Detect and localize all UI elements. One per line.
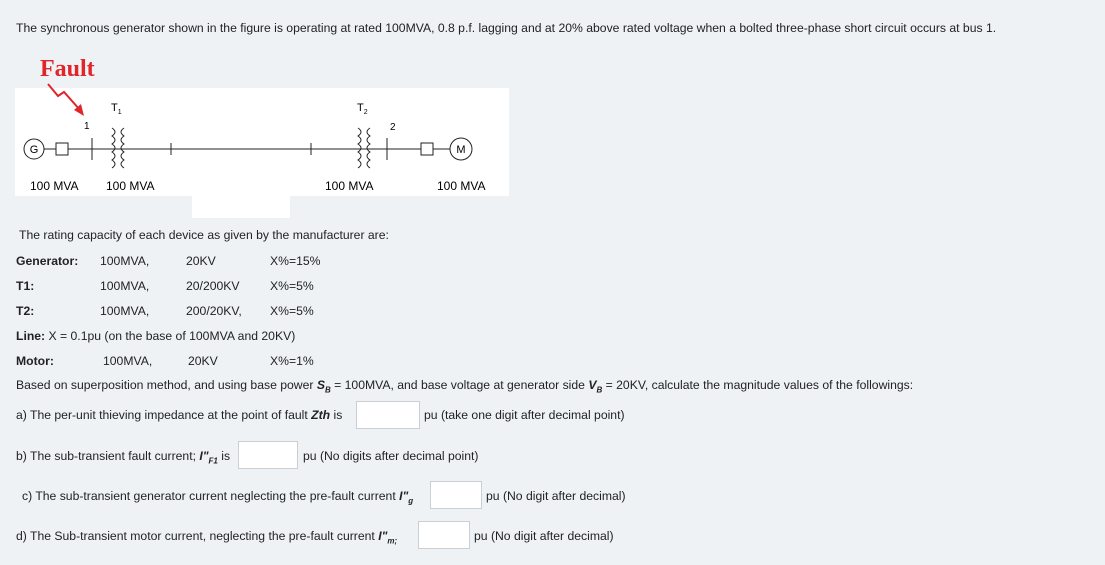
t1-primary-winding bbox=[112, 128, 115, 168]
fault-label: Fault bbox=[40, 56, 95, 82]
part-c-unit: pu (No digit after decimal) bbox=[486, 489, 626, 503]
t2-rating: 100 MVA bbox=[325, 179, 374, 193]
t1-label: $T_1$ bbox=[111, 102, 122, 116]
generator-breaker bbox=[56, 143, 68, 155]
motor-row-label: Motor: bbox=[16, 354, 54, 368]
one-line-diagram-svg bbox=[0, 0, 520, 200]
line-label: Line: bbox=[16, 329, 46, 343]
generator-mva: 100MVA, bbox=[100, 254, 150, 268]
motor-symbol: M bbox=[456, 144, 466, 156]
part-a-answer-input[interactable] bbox=[356, 401, 420, 429]
part-a-unit: pu (take one digit after decimal point) bbox=[424, 408, 625, 422]
motor-breaker bbox=[421, 143, 433, 155]
part-b-text: b) The sub-transient fault current; $I"_{F1}$ is bbox=[16, 449, 231, 466]
t2-mva: 100MVA, bbox=[100, 304, 150, 318]
t2-x: X%=5% bbox=[270, 304, 314, 318]
t1-secondary-winding bbox=[121, 128, 124, 168]
generator-label: Generator: bbox=[16, 254, 79, 268]
generator-x: X%=15% bbox=[270, 254, 321, 268]
question-intro: The synchronous generator shown in the figure is operating at rated 100MVA, 0.8 p.f. lagging and at 20% above rated voltage when a bolted three-phase short circuit occurs at bus 1. bbox=[16, 21, 997, 35]
line-row bbox=[16, 329, 295, 343]
motor-mva: 100MVA, bbox=[103, 354, 153, 368]
t1-kv: 20/200KV bbox=[186, 279, 240, 293]
generator-symbol: G bbox=[29, 144, 39, 156]
gen-rating: 100 MVA bbox=[30, 179, 79, 193]
t2-secondary-winding bbox=[367, 128, 370, 168]
part-a-text: a) The per-unit thieving impedance at the point of fault Zth is bbox=[16, 408, 343, 422]
part-d-unit: pu (No digit after decimal) bbox=[474, 529, 614, 543]
generator-kv: 20KV bbox=[186, 254, 216, 268]
part-c-text: c) The sub-transient generator current neglecting the pre-fault current $I"_g$ bbox=[22, 489, 414, 506]
motor-rating: 100 MVA bbox=[437, 179, 486, 193]
t2-primary-winding bbox=[358, 128, 361, 168]
ratings-heading: The rating capacity of each device as given by the manufacturer are: bbox=[19, 228, 389, 242]
part-b-unit: pu (No digits after decimal point) bbox=[303, 449, 479, 463]
t1-row-label: T1: bbox=[16, 279, 35, 293]
part-d-answer-input[interactable] bbox=[418, 521, 470, 549]
motor-kv: 20KV bbox=[188, 354, 218, 368]
instructions: Based on superposition method, and using base power $S_B = 100MVA$, and base voltage at generator side $V_B = 20KV$, calculate the magnitude values of the followings: bbox=[16, 378, 914, 395]
part-c-answer-input[interactable] bbox=[430, 481, 482, 509]
t1-x: X%=5% bbox=[270, 279, 314, 293]
fault-arrow bbox=[48, 84, 80, 110]
bus-2-label: 2 bbox=[390, 122, 396, 133]
part-d-text: d) The Sub-transient motor current, neglecting the pre-fault current $I"_{m;}$ bbox=[16, 529, 398, 546]
part-b-answer-input[interactable] bbox=[238, 441, 298, 469]
t1-mva: 100MVA, bbox=[100, 279, 150, 293]
line-text: X = 0.1pu (on the base of 100MVA and 20KV) bbox=[48, 329, 296, 343]
t2-label: $T_2$ bbox=[357, 102, 368, 116]
t1-rating: 100 MVA bbox=[106, 179, 155, 193]
motor-x: X%=1% bbox=[270, 354, 314, 368]
t2-row-label: T2: bbox=[16, 304, 35, 318]
t2-kv: 200/20KV, bbox=[186, 304, 242, 318]
bus-1-label: 1 bbox=[84, 121, 90, 132]
